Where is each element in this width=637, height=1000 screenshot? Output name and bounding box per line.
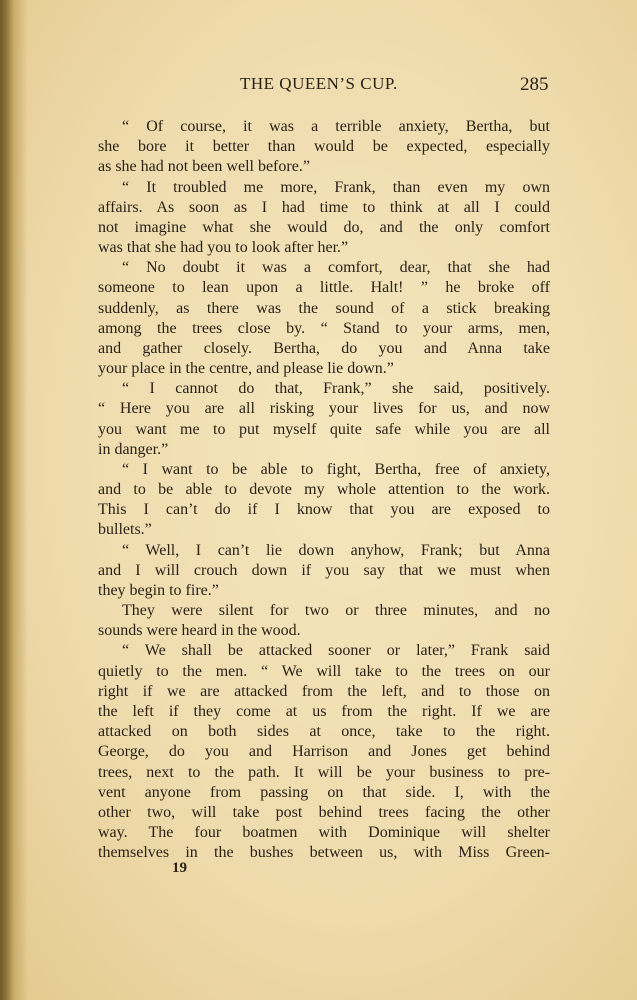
text-line: bullets.”: [98, 521, 152, 539]
page-header: [0, 72, 637, 96]
text-line: as she had not been well before.”: [98, 158, 310, 176]
text-line: and gather closely. Bertha, do you and Anna take: [98, 339, 550, 357]
text-line: “ I cannot do that, Frank,” she said, positively.: [122, 380, 550, 398]
text-line: you want me to put myself quite safe while you are all: [98, 420, 550, 438]
text-line: attacked on both sides at once, take to the right.: [98, 723, 550, 741]
text-line: suddenly, as there was the sound of a stick breaking: [98, 299, 550, 317]
text-line: trees, next to the path. It will be your business to pre-: [98, 763, 550, 781]
text-line: and to be able to devote my whole attention to the work.: [98, 481, 550, 499]
text-line: was that she had you to look after her.”: [98, 239, 349, 257]
text-line: “ Well, I can’t lie down anyhow, Frank; but Anna: [122, 541, 550, 559]
text-line: someone to lean upon a little. Halt! ” he broke off: [98, 279, 550, 297]
text-line: your place in the centre, and please lie down.”: [98, 360, 394, 378]
signature-mark: 19: [172, 860, 187, 876]
running-title: THE QUEEN’S CUP.: [240, 74, 398, 93]
text-line: George, do you and Harrison and Jones get behind: [98, 743, 550, 761]
text-line: sounds were heard in the wood.: [98, 622, 301, 640]
text-line: in danger.”: [98, 440, 169, 458]
page-gutter: [0, 0, 28, 1000]
text-line: “ Of course, it was a terrible anxiety, Bertha, but: [122, 118, 550, 135]
text-line: way. The four boatmen with Dominique will shelter: [98, 824, 550, 842]
text-line: “ Here you are all risking your lives for us, and now: [98, 400, 550, 418]
text-line: quietly to the men. “ We will take to the trees on our: [98, 662, 550, 680]
text-line: “ It troubled me more, Frank, than even my own: [122, 178, 550, 196]
text-line: vent anyone from passing on that side. I, with the: [98, 783, 550, 801]
text-line: “ I want to be able to fight, Bertha, free of anxiety,: [122, 460, 550, 478]
text-line: They were silent for two or three minutes, and no: [122, 602, 550, 620]
text-line: the left if they come at us from the right. If we are: [98, 702, 550, 720]
text-line: they begin to fire.”: [98, 581, 219, 599]
text-line: she bore it better than would be expected, especially: [98, 138, 550, 156]
body-text: [98, 117, 550, 863]
text-line: other two, will take post behind trees facing the other: [98, 803, 550, 821]
text-line: “ We shall be attacked sooner or later,” Frank said: [122, 642, 550, 660]
text-line: not imagine what she would do, and the only comfort: [98, 218, 550, 236]
text-line: themselves in the bushes between us, with Miss Green-: [98, 844, 550, 862]
text-line: and I will crouch down if you say that we must when: [98, 561, 550, 579]
text-line: “ No doubt it was a comfort, dear, that she had: [122, 259, 550, 277]
page-number: 285: [520, 74, 549, 95]
text-line: affairs. As soon as I had time to think at all I could: [98, 198, 550, 216]
text-line: among the trees close by. “ Stand to your arms, men,: [98, 319, 550, 337]
text-line: This I can’t do if I know that you are exposed to: [98, 501, 550, 519]
text-line: right if we are attacked from the left, and to those on: [98, 682, 550, 700]
